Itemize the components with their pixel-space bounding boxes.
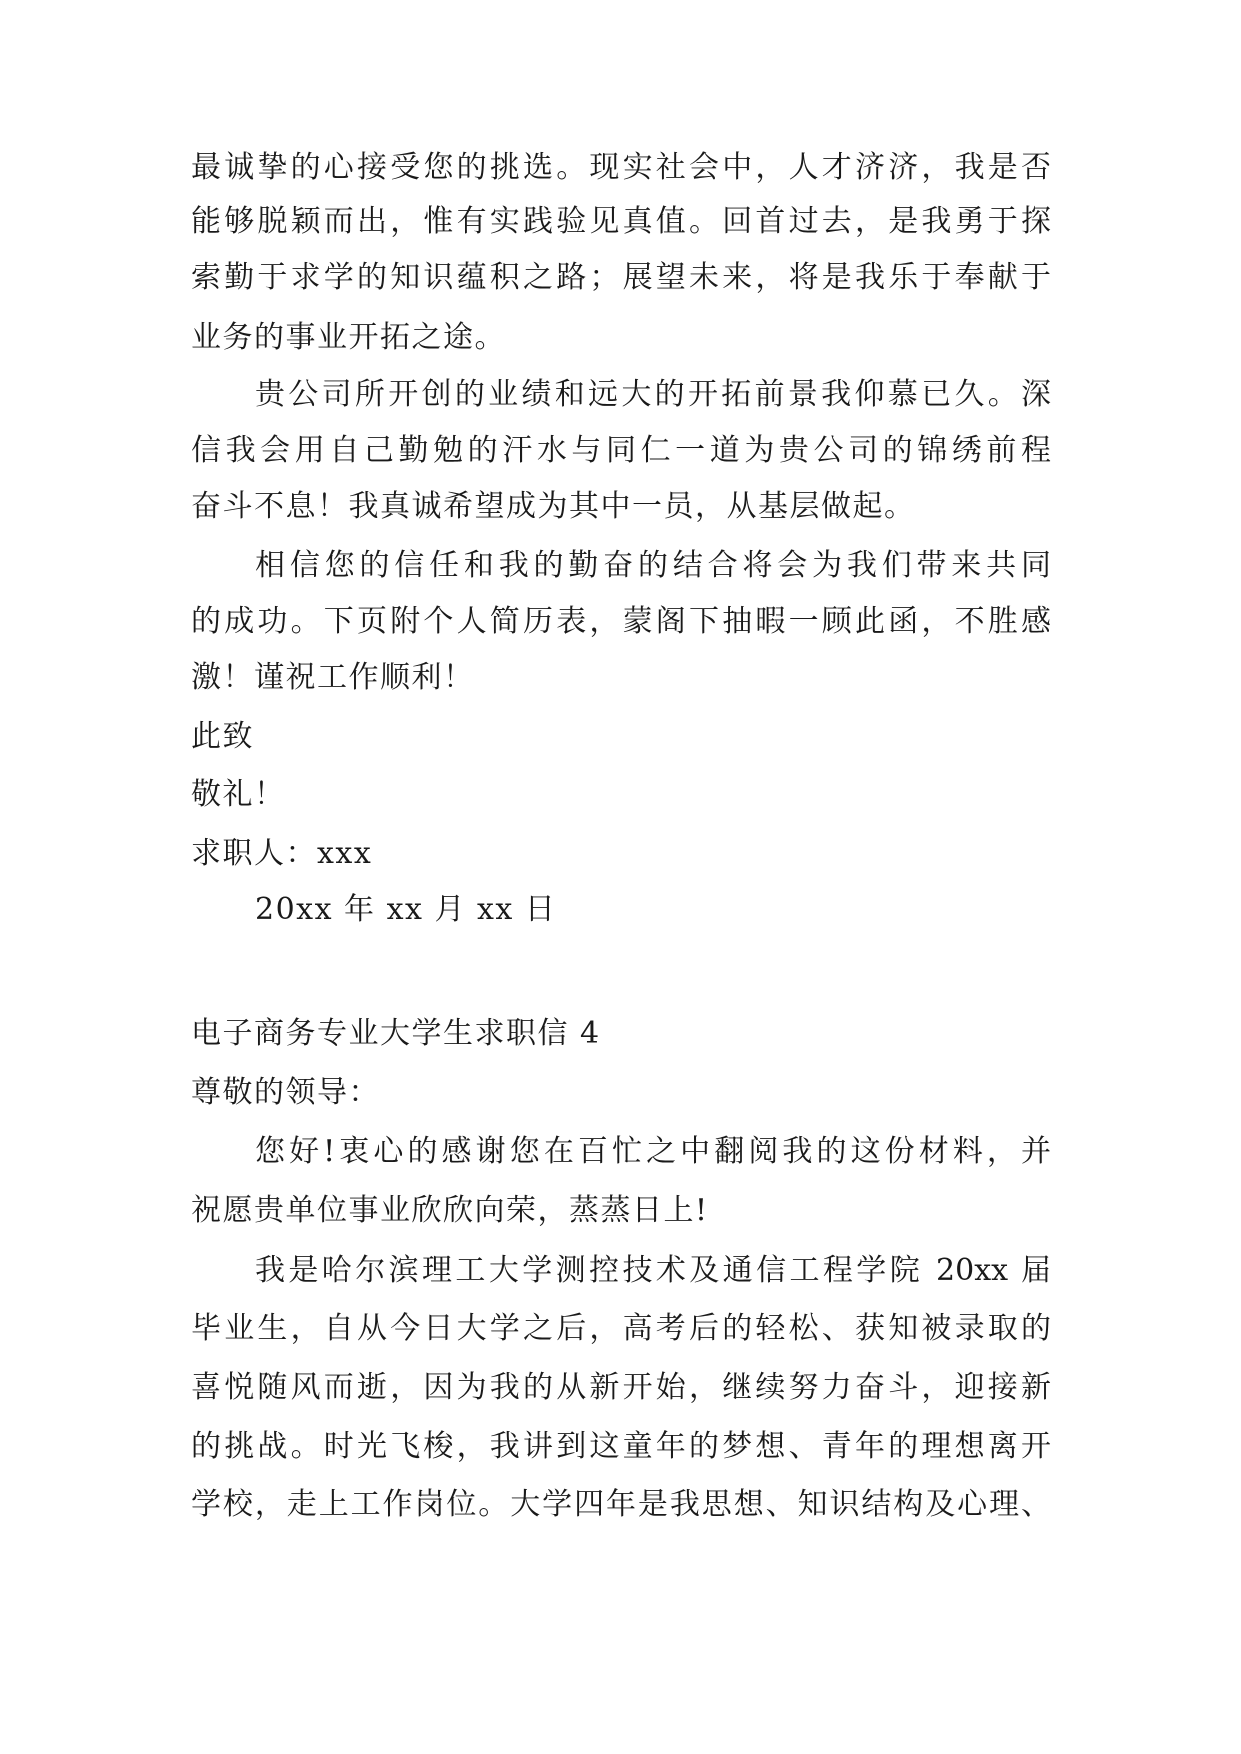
- paragraph-line: 毕业生，自从今日大学之后，高考后的轻松、获知被录取的: [191, 1311, 1051, 1346]
- salutation-line: 此致: [191, 719, 254, 754]
- paragraph-line: 能够脱颖而出，惟有实践验见真值。回首过去，是我勇于探: [191, 204, 1051, 239]
- paragraph-line: 您好!衷心的感谢您在百忙之中翻阅我的这份材料，并: [255, 1134, 1051, 1169]
- paragraph-line: 的挑战。时光飞梭，我讲到这童年的梦想、青年的理想离开: [191, 1429, 1051, 1464]
- paragraph-line: 奋斗不息！我真诚希望成为其中一员，从基层做起。: [191, 489, 916, 524]
- salutation-line: 敬礼！: [191, 777, 286, 812]
- paragraph-line: 业务的事业开拓之途。: [191, 320, 506, 355]
- date-line: 20xx 年 xx 月 xx 日: [255, 892, 557, 927]
- paragraph-line: 我是哈尔滨理工大学测控技术及通信工程学院 20xx 届: [255, 1253, 1051, 1288]
- paragraph-line: 最诚挚的心接受您的挑选。现实社会中，人才济济，我是否: [191, 150, 1051, 185]
- paragraph-line: 激！谨祝工作顺利！: [191, 660, 475, 695]
- section-title: 电子商务专业大学生求职信 4: [191, 1016, 601, 1051]
- paragraph-line: 贵公司所开创的业绩和远大的开拓前景我仰慕已久。深: [255, 377, 1051, 412]
- greeting: 尊敬的领导：: [191, 1075, 380, 1110]
- paragraph-line: 的成功。下页附个人简历表，蒙阁下抽暇一顾此函，不胜感: [191, 604, 1051, 639]
- paragraph-line: 信我会用自己勤勉的汗水与同仁一道为贵公司的锦绣前程: [191, 433, 1051, 468]
- paragraph-line: 索勤于求学的知识蕴积之路；展望未来，将是我乐于奉献于: [191, 260, 1051, 295]
- applicant-line: 求职人：xxx: [191, 836, 373, 871]
- paragraph-line: 相信您的信任和我的勤奋的结合将会为我们带来共同: [255, 548, 1051, 583]
- paragraph-line: 喜悦随风而逝，因为我的从新开始，继续努力奋斗，迎接新: [191, 1370, 1051, 1405]
- paragraph-line: 学校，走上工作岗位。大学四年是我思想、知识结构及心理、: [191, 1487, 1051, 1522]
- paragraph-line: 祝愿贵单位事业欣欣向荣，蒸蒸日上!: [191, 1193, 709, 1228]
